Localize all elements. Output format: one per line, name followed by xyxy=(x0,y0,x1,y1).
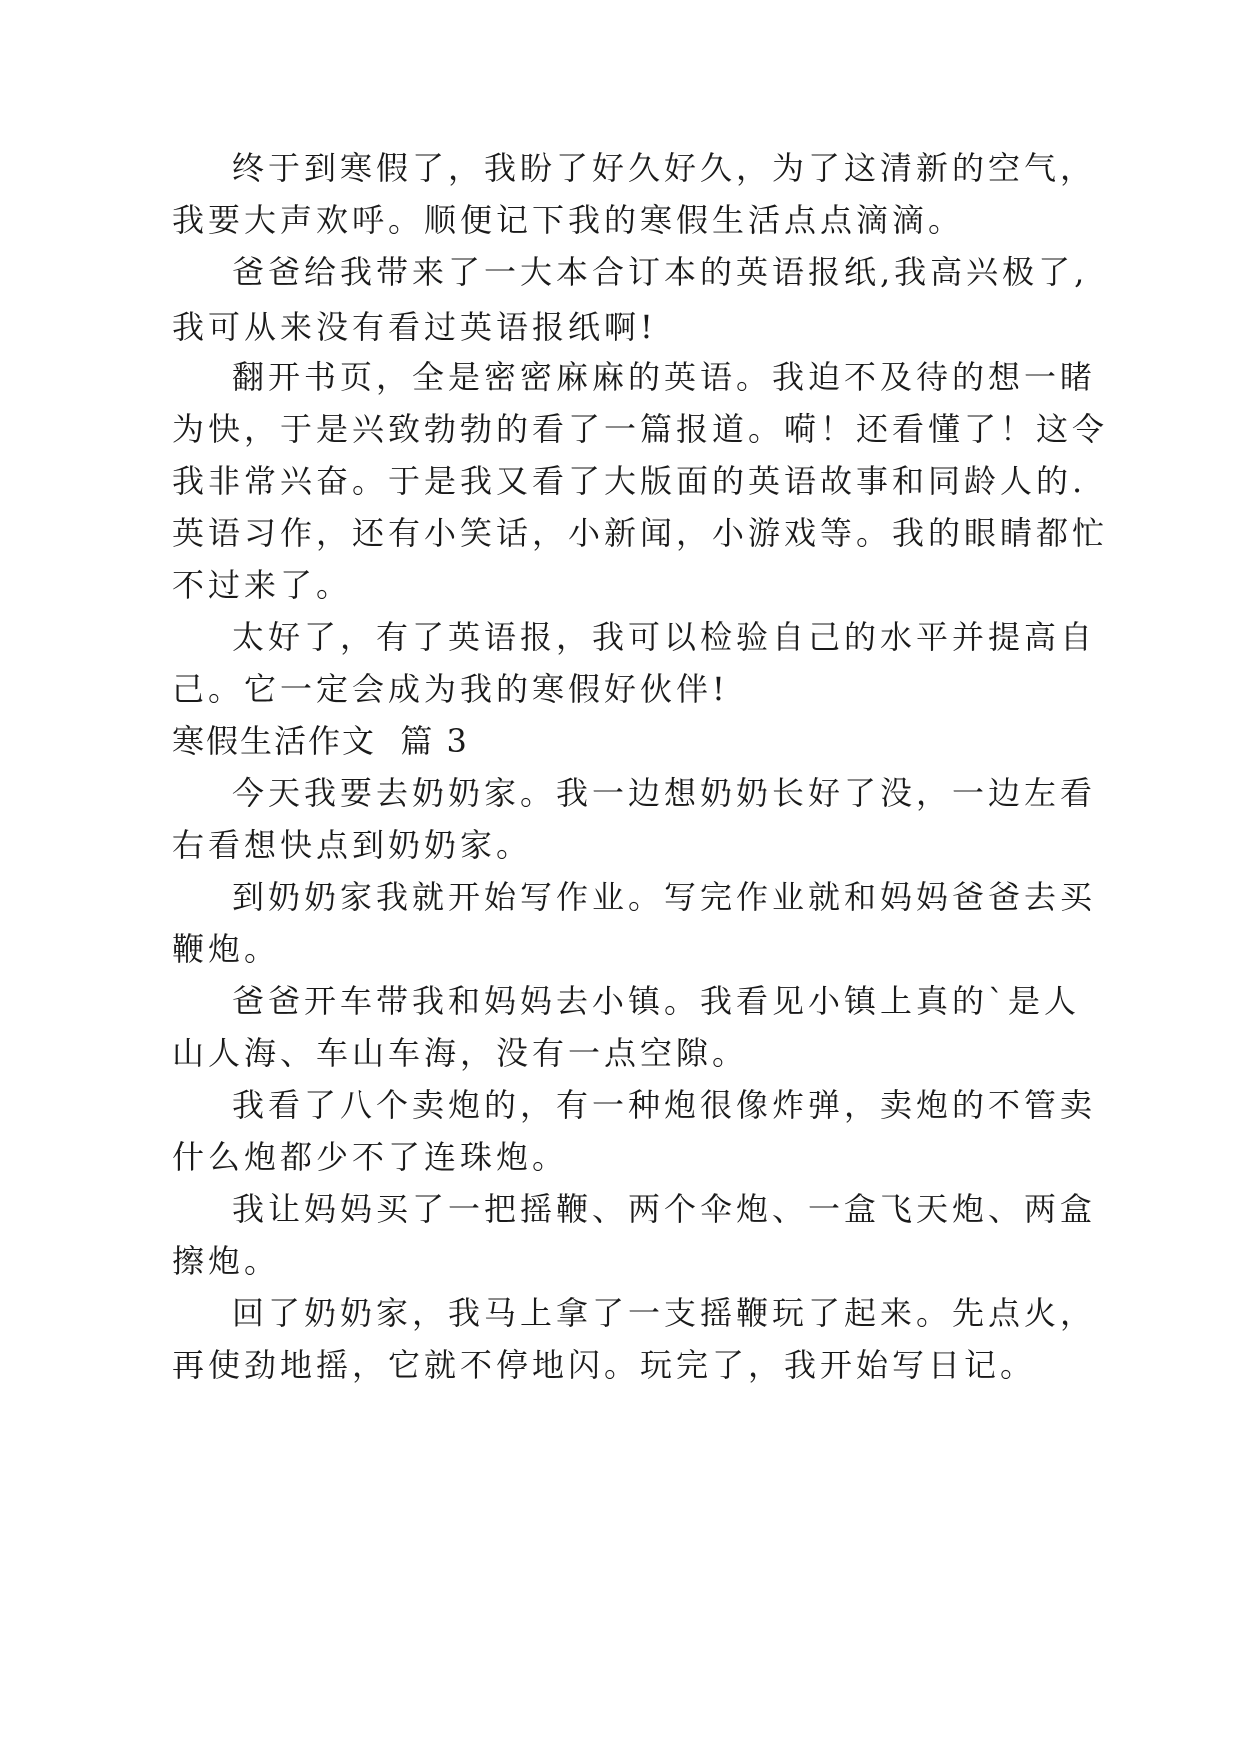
paragraph-line: 不过来了。 xyxy=(172,566,353,604)
paragraph-line: 回了奶奶家，我马上拿了一支摇鞭玩了起来。先点火， xyxy=(232,1294,1097,1332)
paragraph-line: 山人海、车山车海，没有一点空隙。 xyxy=(172,1034,749,1072)
paragraph-line: 终于到寒假了，我盼了好久好久，为了这清新的空气， xyxy=(232,149,1097,187)
paragraph-line: 鞭炮。 xyxy=(172,930,281,968)
paragraph-line: 我看了八个卖炮的，有一种炮很像炸弹，卖炮的不管卖 xyxy=(232,1086,1097,1124)
paragraph-line: 英语习作，还有小笑话，小新闻，小游戏等。我的眼睛都忙 xyxy=(172,514,1109,552)
paragraph-line: 什么炮都少不了连珠炮。 xyxy=(172,1138,569,1176)
paragraph-line: 为快，于是兴致勃勃的看了一篇报道。嗬！还看懂了！这令 xyxy=(172,410,1109,448)
paragraph-line: 爸爸开车带我和妈妈去小镇。我看见小镇上真的`是人 xyxy=(232,982,1081,1020)
paragraph-line: 到奶奶家我就开始写作业。写完作业就和妈妈爸爸去买 xyxy=(232,878,1097,916)
paragraph-line: 今天我要去奶奶家。我一边想奶奶长好了没，一边左看 xyxy=(232,774,1097,812)
paragraph-line: 我让妈妈买了一把摇鞭、两个伞炮、一盒飞天炮、两盒 xyxy=(232,1190,1097,1228)
paragraph-line: 翻开书页，全是密密麻麻的英语。我迫不及待的想一睹 xyxy=(232,358,1097,396)
paragraph-line: 右看想快点到奶奶家。 xyxy=(172,826,533,864)
section-heading: 寒假生活作文 篇 3 xyxy=(172,722,469,760)
paragraph-line: 我非常兴奋。于是我又看了大版面的英语故事和同龄人的. xyxy=(172,462,1087,500)
paragraph-line: 我要大声欢呼。顺便记下我的寒假生活点点滴滴。 xyxy=(172,201,965,239)
paragraph-line: 己。它一定会成为我的寒假好伙伴! xyxy=(172,670,729,708)
paragraph-line: 太好了，有了英语报，我可以检验自己的水平并提高自 xyxy=(232,618,1097,656)
paragraph-line: 我可从来没有看过英语报纸啊! xyxy=(172,308,657,346)
paragraph-line: 爸爸给我带来了一大本合订本的英语报纸,我高兴极了, xyxy=(232,253,1089,291)
paragraph-line: 擦炮。 xyxy=(172,1242,281,1280)
paragraph-line: 再使劲地摇，它就不停地闪。玩完了，我开始写日记。 xyxy=(172,1346,1037,1384)
